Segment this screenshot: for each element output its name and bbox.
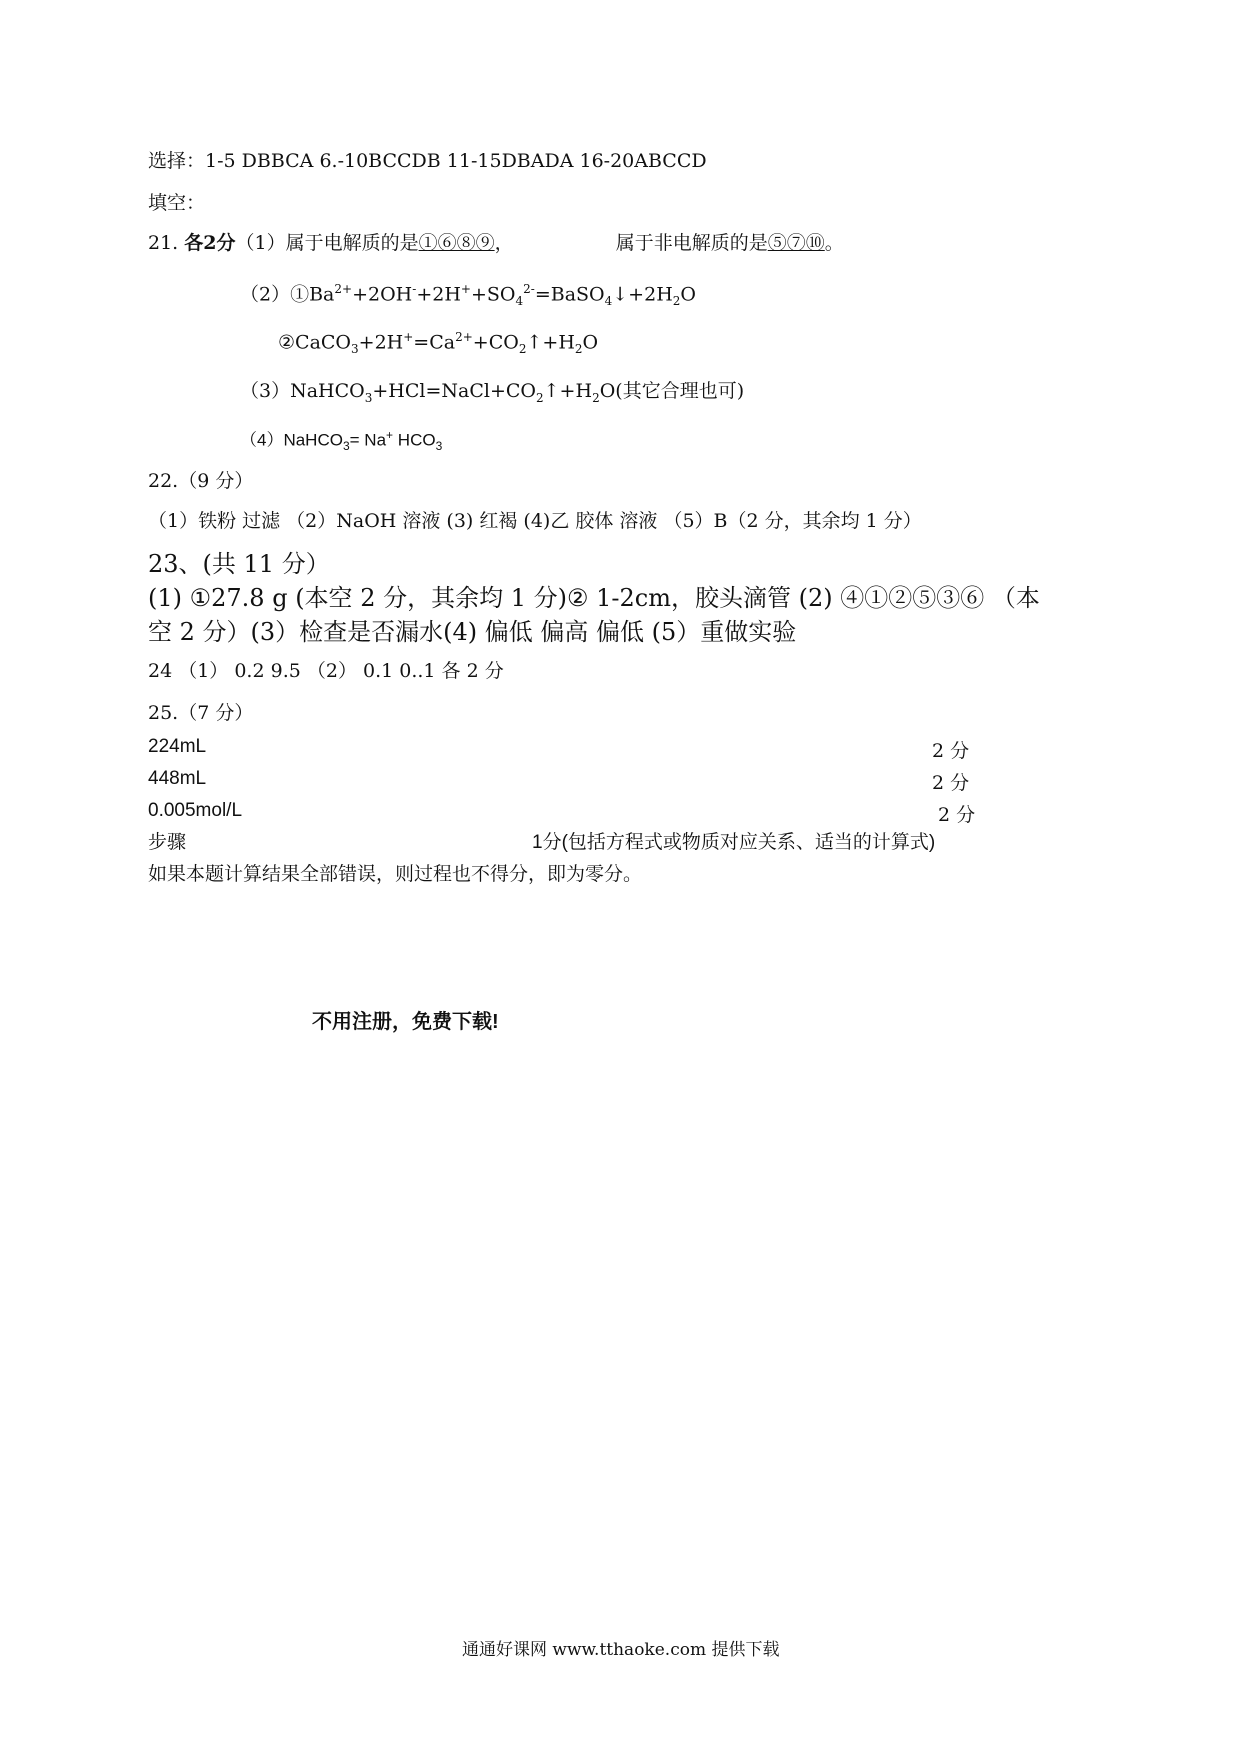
q25-title: 25.（7 分）	[148, 702, 254, 724]
q23-line2: 空 2 分）(3）检查是否漏水(4) 偏低 偏高 偏低 (5）重做实验	[148, 618, 797, 646]
q21-p1-label2: 属于非电解质的是	[615, 232, 768, 254]
q21-p2-label: （2）	[240, 283, 291, 306]
fill-title: 填空：	[148, 192, 206, 214]
q21-electrolytes: ①⑥⑧⑨	[418, 232, 495, 254]
q25-step-label: 步骤	[148, 832, 187, 853]
q21-part3: $(3)NaHCO_3+HCl=NaCl+CO_2↑+H_2O$(其它合理也可)	[240, 380, 745, 405]
q21-nonelectrolytes: ⑤⑦⑩	[767, 232, 825, 254]
q21-part4: （4）NaHCO$_3$= Na+ $HCO_3$	[240, 428, 443, 454]
q23-line1: (1) ①27.8 g (本空 2 分，其余均 1 分)② 1-2cm，胶头滴管 (2) ④①②⑤③⑥ （本	[148, 584, 1040, 612]
q21-p1-label: （1）属于电解质的是	[235, 232, 419, 254]
q22-title: 22.（9 分）	[148, 470, 254, 492]
q21-points: 各2分	[184, 232, 236, 254]
q21-p1-period: 。	[824, 232, 844, 254]
q21-part1	[148, 232, 844, 255]
q22-answers: （1）铁粉 过滤 （2）NaOH 溶液 (3) 红褐 (4)乙 胶体 溶液 （5）B（2 分，其余均 1 分）	[148, 510, 922, 532]
q25-answer-3: 0.005mol/L	[148, 800, 243, 821]
footer-credit: 通通好课网 www.tthaoke.com 提供下载	[462, 1640, 780, 1660]
q25-score-1: 2 分	[932, 740, 970, 762]
choice-answers: 选择：1-5 DBBCA 6.-10BCCDB 11-15DBADA 16-20ABCCD	[148, 150, 707, 172]
q25-answer-1: 224mL	[148, 736, 207, 757]
q25-note: 如果本题计算结果全部错误，则过程也不得分，即为零分。	[148, 864, 643, 885]
q25-score-2: 2 分	[932, 772, 970, 794]
q21-number: 21.	[148, 232, 179, 254]
promo-text: 不用注册，免费下载!	[312, 1011, 499, 1033]
q25-step-note: 1分(包括方程式或物质对应关系、适当的计算式)	[532, 832, 936, 853]
q25-score-3: 2 分	[938, 804, 976, 826]
q25-answer-2: 448mL	[148, 768, 207, 789]
q24-answers: 24 （1） 0.2 9.5 （2） 0.1 0..1 各 2 分	[148, 660, 504, 682]
q21-part2-eq1: $(2)①Ba^{2+}+2OH^-+2H^++SO_4^{2-}=BaSO_4↓+2H_2O$	[240, 282, 696, 309]
q21-part2-eq2: $②CaCO_3+2H^+=Ca^{2+}+CO_2↑+H_2O$	[278, 330, 599, 357]
q23-title: 23、(共 11 分）	[148, 550, 330, 578]
q21-p1-comma: ，	[494, 232, 514, 254]
